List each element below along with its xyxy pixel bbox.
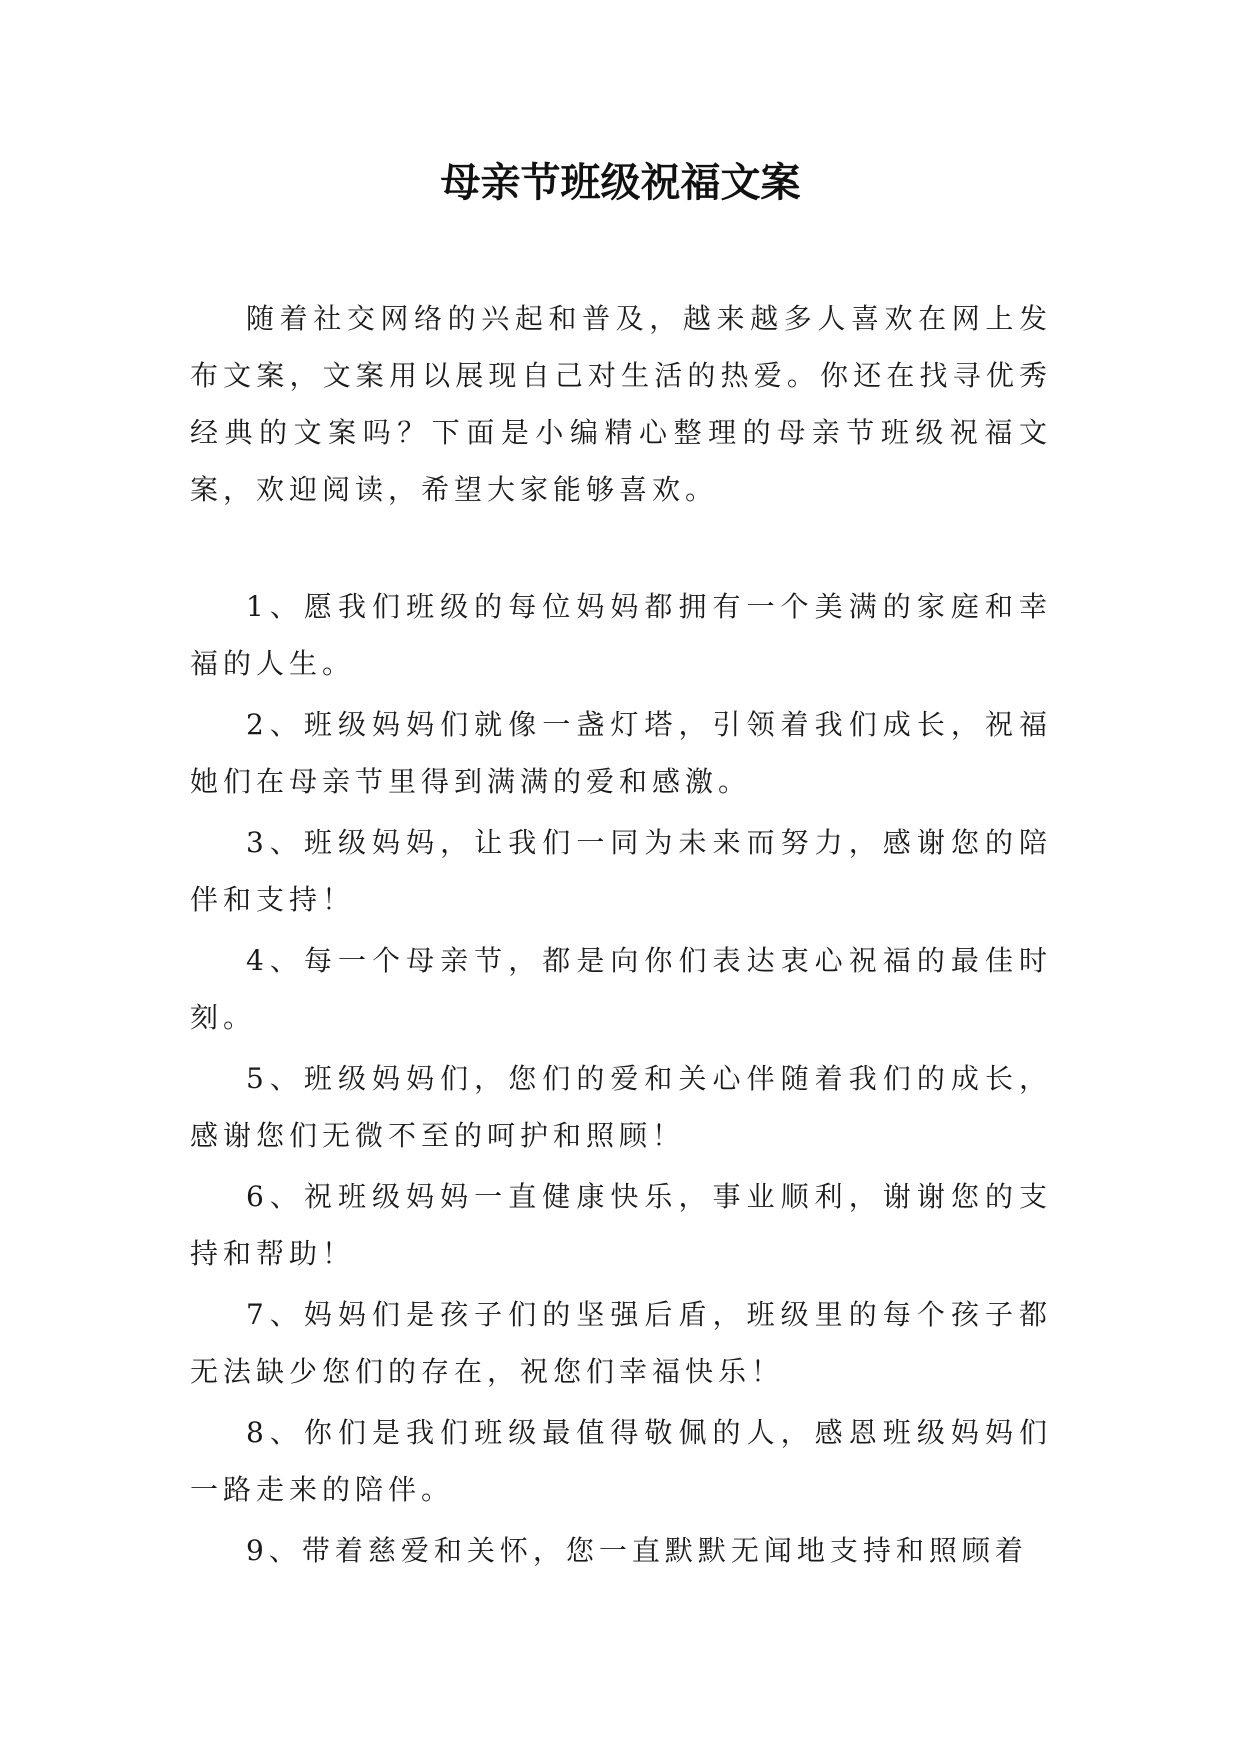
intro-paragraph: 随着社交网络的兴起和普及，越来越多人喜欢在网上发布文案，文案用以展现自己对生活的热爱。你还在找寻优秀经典的文案吗？下面是小编精心整理的母亲节班级祝福文案，欢迎阅读，希望大家能够喜欢。: [190, 302, 1052, 506]
list-item: 2、班级妈妈们就像一盏灯塔，引领着我们成长，祝福她们在母亲节里得到满满的爱和感激。: [190, 708, 1052, 798]
list-item: 7、妈妈们是孩子们的坚强后盾，班级里的每个孩子都无法缺少您们的存在，祝您们幸福快乐！: [190, 1298, 1052, 1388]
list-item: 4、每一个母亲节，都是向你们表达衷心祝福的最佳时刻。: [190, 944, 1052, 1034]
list-item: 3、班级妈妈，让我们一同为未来而努力，感谢您的陪伴和支持！: [190, 826, 1052, 916]
list-item: 1、愿我们班级的每位妈妈都拥有一个美满的家庭和幸福的人生。: [190, 590, 1052, 680]
document-body: [190, 290, 1052, 1583]
document-title: 母亲节班级祝福文案: [440, 159, 801, 206]
list-item: 6、祝班级妈妈一直健康快乐，事业顺利，谢谢您的支持和帮助！: [190, 1180, 1052, 1270]
list-item: 8、你们是我们班级最值得敬佩的人，感恩班级妈妈们一路走来的陪伴。: [190, 1416, 1052, 1506]
list-item: 9、带着慈爱和关怀，您一直默默无闻地支持和照顾着: [246, 1534, 1028, 1567]
list-item: 5、班级妈妈们，您们的爱和关心伴随着我们的成长，感谢您们无微不至的呵护和照顾！: [190, 1062, 1052, 1152]
